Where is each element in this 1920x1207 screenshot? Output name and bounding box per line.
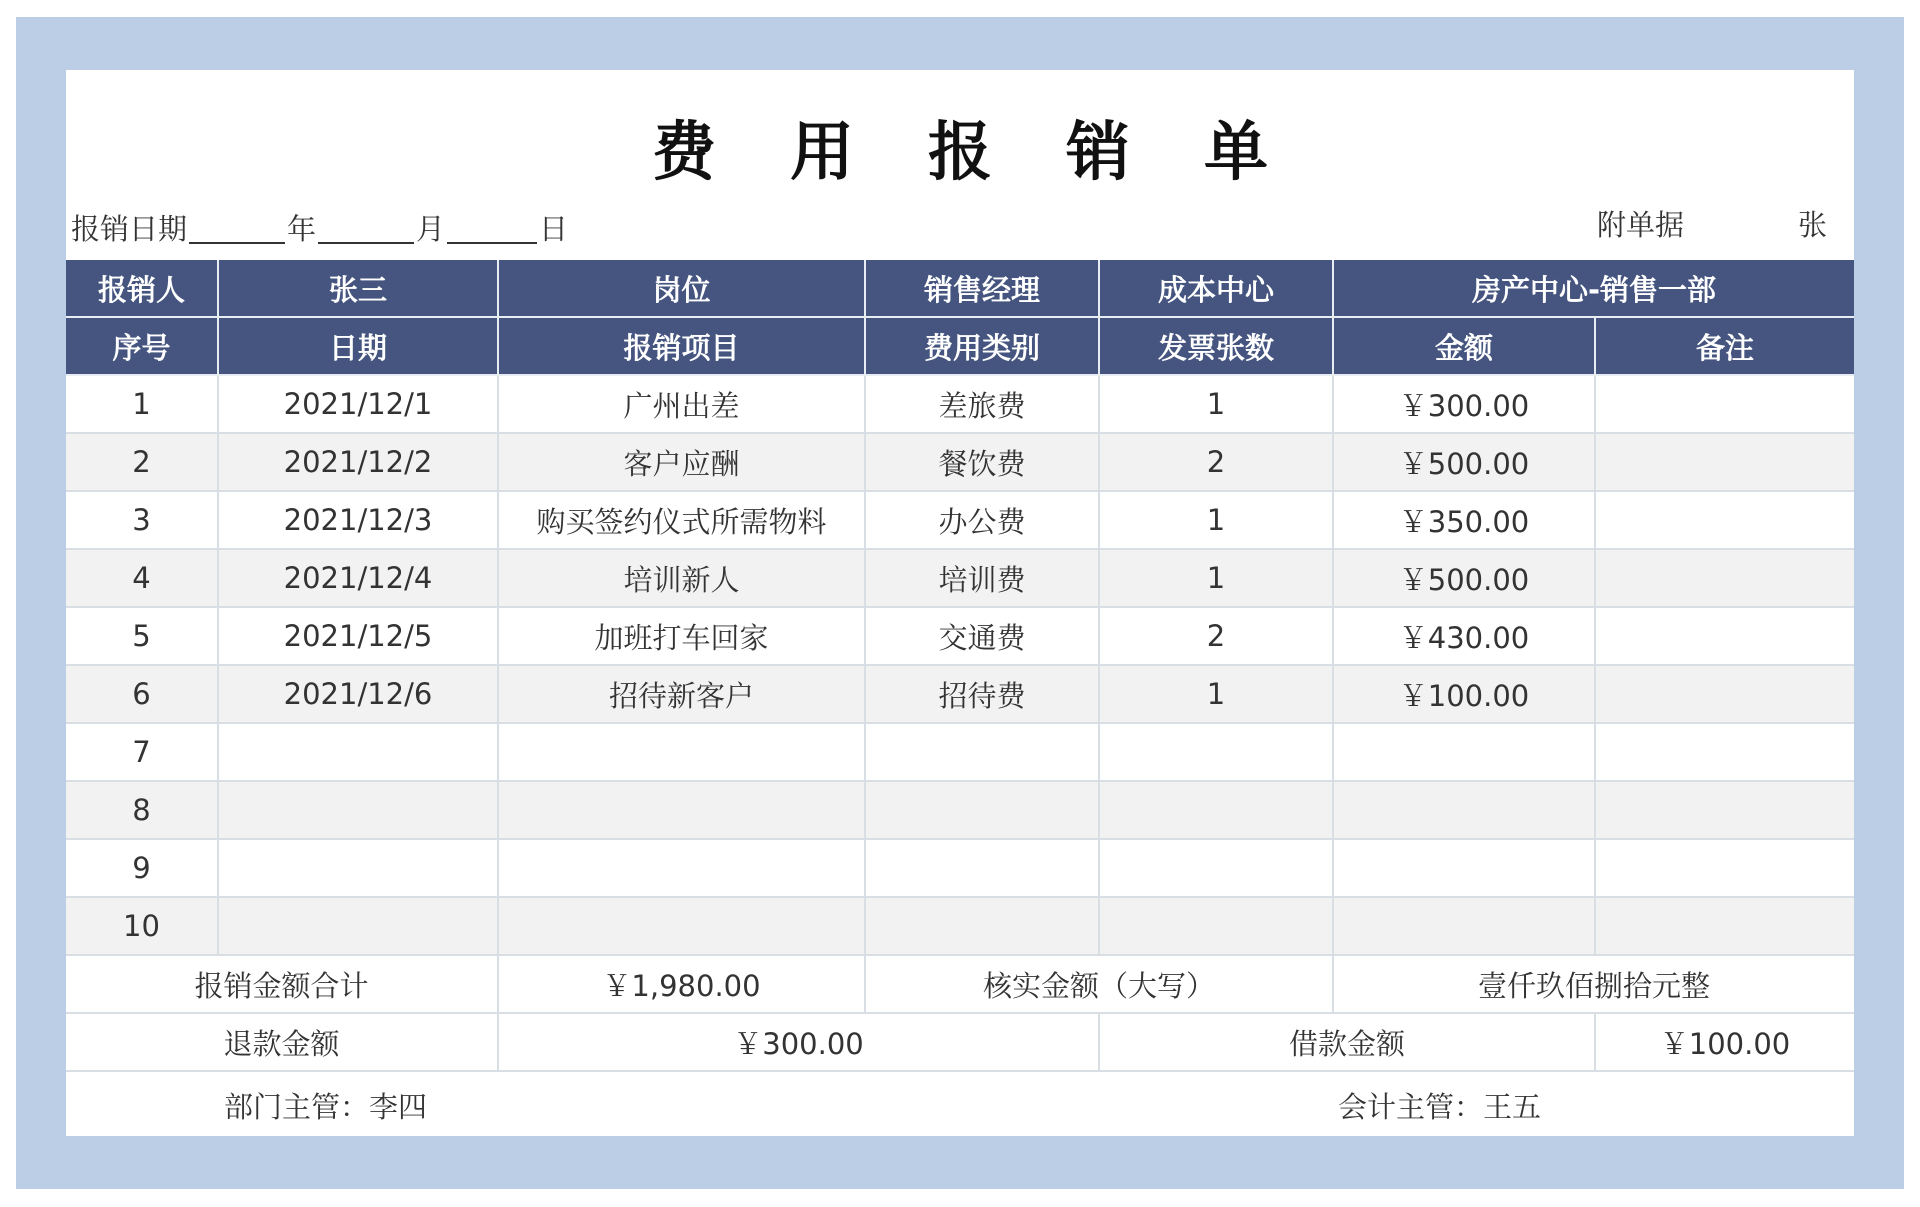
- column-header: 备注: [1596, 318, 1854, 376]
- row-date[interactable]: 2021/12/5: [219, 608, 499, 666]
- refund-value[interactable]: ￥300.00: [499, 1014, 1100, 1072]
- accounting-manager-signature: 会计主管：王五: [1338, 1089, 1542, 1124]
- cost-center-label: 成本中心: [1100, 260, 1334, 318]
- title-char: 费: [652, 115, 716, 190]
- row-invoices[interactable]: 2: [1100, 608, 1334, 666]
- row-note[interactable]: [1596, 898, 1854, 956]
- title-char: 单: [1204, 115, 1268, 190]
- row-amount[interactable]: ￥300.00: [1334, 376, 1596, 434]
- row-date[interactable]: 2021/12/2: [219, 434, 499, 492]
- row-amount[interactable]: ￥500.00: [1334, 434, 1596, 492]
- loan-value[interactable]: ￥100.00: [1596, 1014, 1854, 1072]
- row-category[interactable]: [866, 840, 1100, 898]
- attachments-count: [1597, 202, 1827, 248]
- row-amount[interactable]: ￥100.00: [1334, 666, 1596, 724]
- row-number: 7: [66, 724, 219, 782]
- expense-form: [66, 70, 1854, 1136]
- row-date[interactable]: 2021/12/1: [219, 376, 499, 434]
- title-char: 报: [928, 115, 992, 190]
- row-date[interactable]: 2021/12/6: [219, 666, 499, 724]
- row-item[interactable]: 招待新客户: [499, 666, 866, 724]
- row-item[interactable]: [499, 898, 866, 956]
- row-item[interactable]: 培训新人: [499, 550, 866, 608]
- table-row: [66, 608, 1854, 666]
- title-char: 用: [790, 115, 854, 190]
- row-number: 1: [66, 376, 219, 434]
- month-label: 月: [416, 212, 446, 246]
- row-date[interactable]: [219, 898, 499, 956]
- column-header: 序号: [66, 318, 219, 376]
- row-note[interactable]: [1596, 724, 1854, 782]
- row-number: 5: [66, 608, 219, 666]
- column-header: 报销项目: [499, 318, 866, 376]
- row-item[interactable]: 广州出差: [499, 376, 866, 434]
- row-category[interactable]: 培训费: [866, 550, 1100, 608]
- row-category[interactable]: 办公费: [866, 492, 1100, 550]
- row-note[interactable]: [1596, 782, 1854, 840]
- row-note[interactable]: [1596, 608, 1854, 666]
- reimburser-label: 报销人: [66, 260, 219, 318]
- row-invoices[interactable]: [1100, 898, 1334, 956]
- table-row: [66, 898, 1854, 956]
- refund-label: 退款金额: [66, 1014, 499, 1072]
- row-invoices[interactable]: 1: [1100, 492, 1334, 550]
- row-invoices[interactable]: 1: [1100, 550, 1334, 608]
- row-date[interactable]: [219, 840, 499, 898]
- row-date[interactable]: 2021/12/3: [219, 492, 499, 550]
- row-category[interactable]: 差旅费: [866, 376, 1100, 434]
- title-char: 销: [1066, 115, 1130, 190]
- cost-center-value: 房产中心-销售一部: [1334, 260, 1854, 318]
- total-row: [66, 956, 1854, 1014]
- row-item[interactable]: 客户应酬: [499, 434, 866, 492]
- row-amount[interactable]: [1334, 898, 1596, 956]
- row-amount[interactable]: [1334, 782, 1596, 840]
- total-label: 报销金额合计: [66, 956, 499, 1014]
- refund-loan-row: [66, 1014, 1854, 1072]
- row-amount[interactable]: ￥430.00: [1334, 608, 1596, 666]
- loan-label: 借款金额: [1100, 1014, 1596, 1072]
- table-row: [66, 666, 1854, 724]
- table-row: [66, 840, 1854, 898]
- row-number: 4: [66, 550, 219, 608]
- column-header: 日期: [219, 318, 499, 376]
- day-blank[interactable]: [447, 208, 537, 244]
- position-value: 销售经理: [866, 260, 1100, 318]
- info-row: [66, 260, 1854, 318]
- row-note[interactable]: [1596, 840, 1854, 898]
- row-date[interactable]: [219, 782, 499, 840]
- row-number: 9: [66, 840, 219, 898]
- row-category[interactable]: 招待费: [866, 666, 1100, 724]
- day-label: 日: [539, 212, 569, 246]
- row-number: 10: [66, 898, 219, 956]
- verified-label: 核实金额（大写）: [866, 956, 1334, 1014]
- row-invoices[interactable]: [1100, 840, 1334, 898]
- row-category[interactable]: [866, 724, 1100, 782]
- table-row: [66, 550, 1854, 608]
- table-row: [66, 434, 1854, 492]
- total-value[interactable]: ￥1,980.00: [499, 956, 866, 1014]
- row-number: 8: [66, 782, 219, 840]
- row-item[interactable]: [499, 840, 866, 898]
- row-number: 6: [66, 666, 219, 724]
- column-header-row: [66, 318, 1854, 376]
- row-invoices[interactable]: [1100, 724, 1334, 782]
- reimburser-value: 张三: [219, 260, 499, 318]
- row-note[interactable]: [1596, 376, 1854, 434]
- column-header: 发票张数: [1100, 318, 1334, 376]
- row-note[interactable]: [1596, 550, 1854, 608]
- column-header: 金额: [1334, 318, 1596, 376]
- row-category[interactable]: 交通费: [866, 608, 1100, 666]
- row-category[interactable]: 餐饮费: [866, 434, 1100, 492]
- column-header: 费用类别: [866, 318, 1100, 376]
- row-amount[interactable]: ￥350.00: [1334, 492, 1596, 550]
- table-row: [66, 376, 1854, 434]
- position-label: 岗位: [499, 260, 866, 318]
- row-category[interactable]: [866, 782, 1100, 840]
- year-label: 年: [287, 212, 317, 246]
- row-item[interactable]: [499, 782, 866, 840]
- form-title: [66, 92, 1854, 202]
- row-invoices[interactable]: [1100, 782, 1334, 840]
- row-item[interactable]: [499, 724, 866, 782]
- row-amount[interactable]: ￥500.00: [1334, 550, 1596, 608]
- table-row: [66, 782, 1854, 840]
- row-item[interactable]: 购买签约仪式所需物料: [499, 492, 866, 550]
- row-date[interactable]: [219, 724, 499, 782]
- verified-value[interactable]: 壹仟玖佰捌拾元整: [1334, 956, 1854, 1014]
- attach-label: 附单据: [1597, 208, 1685, 242]
- date-label: 报销日期: [71, 212, 188, 246]
- dept-manager-signature: 部门主管：李四: [224, 1089, 428, 1124]
- row-invoices[interactable]: 2: [1100, 434, 1334, 492]
- row-date[interactable]: 2021/12/4: [219, 550, 499, 608]
- row-note[interactable]: [1596, 492, 1854, 550]
- row-number: 2: [66, 434, 219, 492]
- month-blank[interactable]: [318, 208, 414, 244]
- row-invoices[interactable]: 1: [1100, 666, 1334, 724]
- row-note[interactable]: [1596, 434, 1854, 492]
- table-row: [66, 492, 1854, 550]
- row-item[interactable]: 加班打车回家: [499, 608, 866, 666]
- row-invoices[interactable]: 1: [1100, 376, 1334, 434]
- year-blank[interactable]: [189, 208, 285, 244]
- signature-row: [66, 1072, 1854, 1138]
- reimbursement-date: [71, 202, 568, 248]
- attach-unit: 张: [1797, 208, 1827, 242]
- row-amount[interactable]: [1334, 840, 1596, 898]
- row-number: 3: [66, 492, 219, 550]
- row-note[interactable]: [1596, 666, 1854, 724]
- table-row: [66, 724, 1854, 782]
- row-amount[interactable]: [1334, 724, 1596, 782]
- row-category[interactable]: [866, 898, 1100, 956]
